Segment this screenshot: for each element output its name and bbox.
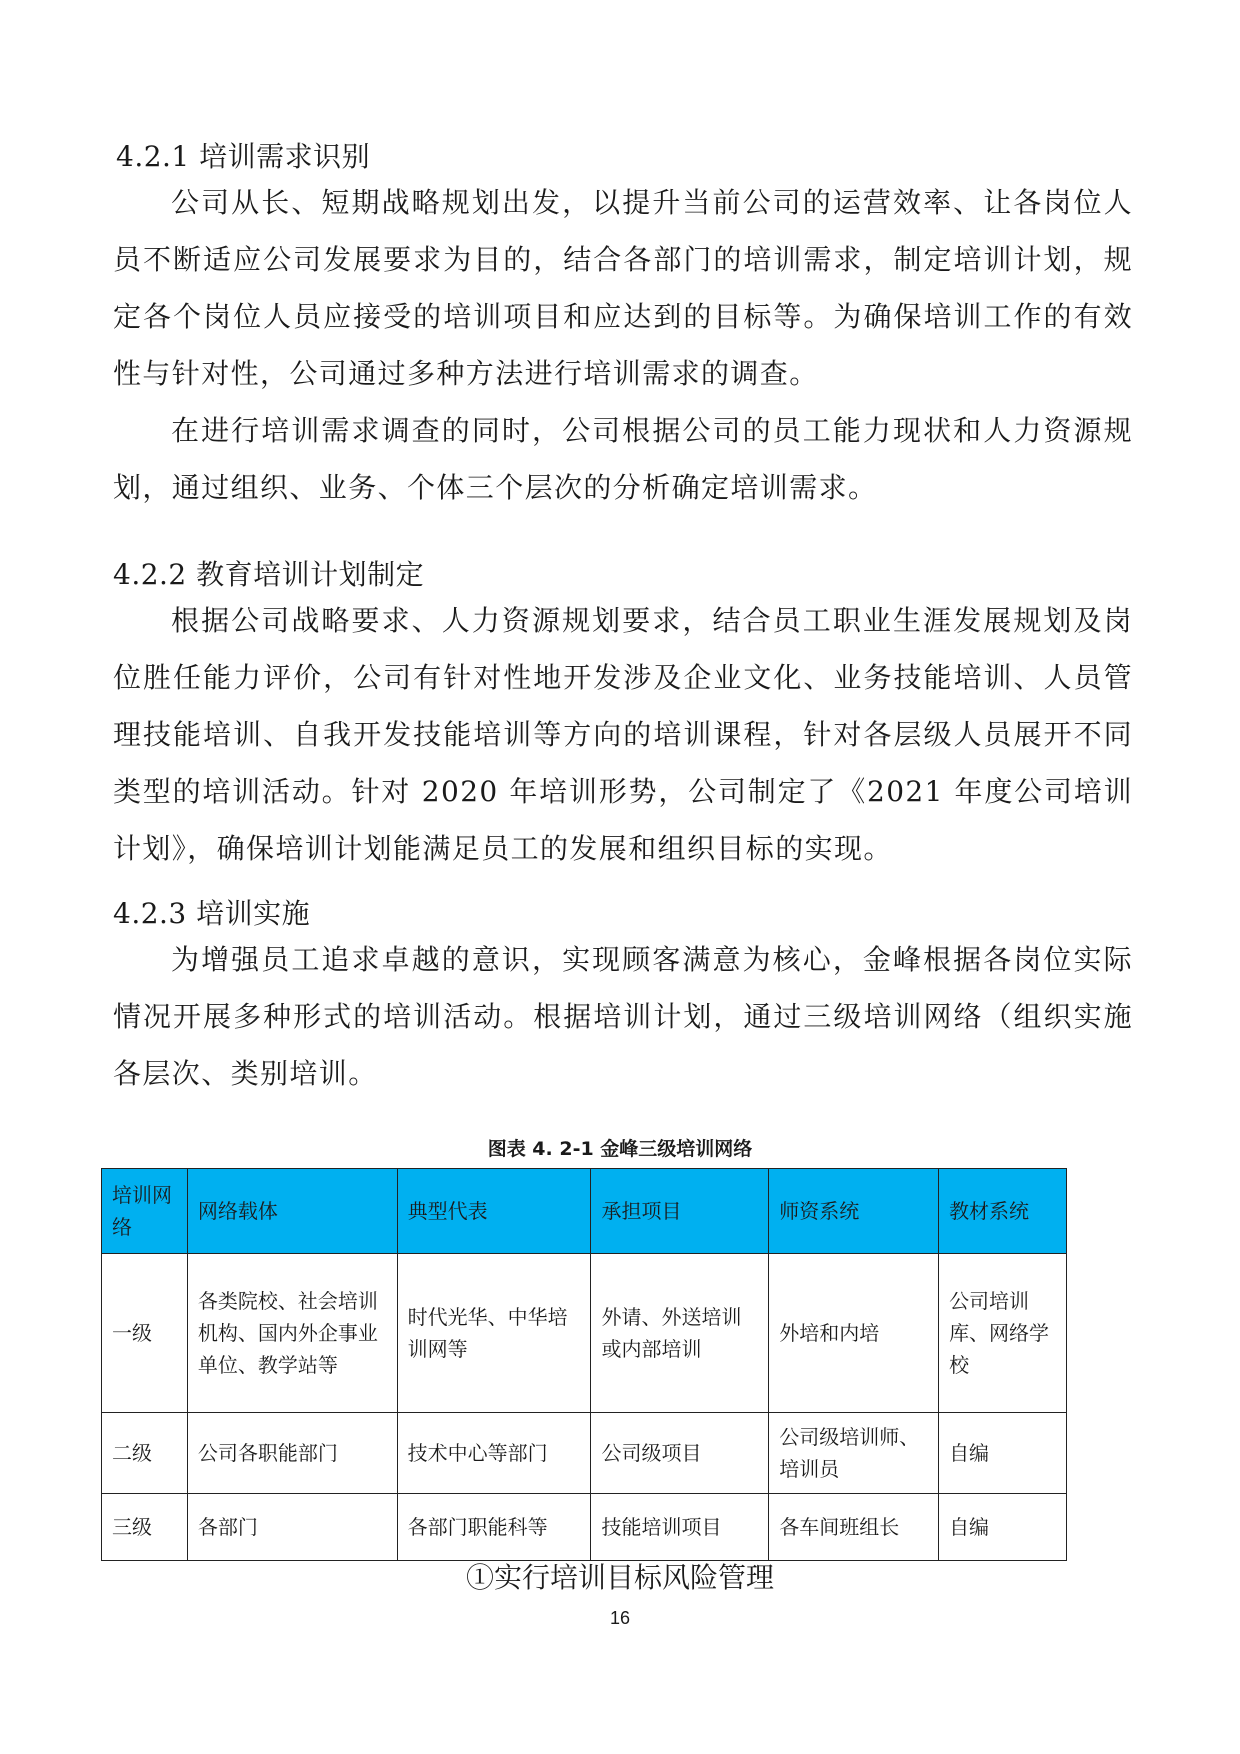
header-cell: 承担项目 — [591, 1169, 769, 1254]
table-caption: 图表 4. 2-1 金峰三级培训网络 — [487, 1138, 753, 1160]
risk-management-subheading: ①实行培训目标风险管理 — [465, 1561, 774, 1594]
table-cell: 公司培训库、网络学校 — [939, 1254, 1067, 1413]
table-row — [102, 1413, 1067, 1494]
table-cell: 自编 — [939, 1494, 1067, 1561]
table-cell: 各部门职能科等 — [397, 1494, 591, 1561]
paragraph: 为增强员工追求卓越的意识，实现顾客满意为核心，金峰根据各岗位实际情况开展多种形式的培训活动。根据培训计划，通过三级培训网络（组织实施各层次、类别培训。 — [113, 943, 1133, 1090]
paragraph: 根据公司战略要求、人力资源规划要求，结合员工职业生涯发展规划及岗位胜任能力评价，公司有针对性地开发涉及企业文化、业务技能培训、人员管理技能培训、自我开发技能培训等方向的培训课程，针对各层级人员展开不同类型的培训活动。针对 2020 年培训形势，公司制定了《2021 年度公司培训计划》，确保培训计划能满足员工的发展和组织目标的实现。 — [113, 604, 1133, 865]
section-heading-4-2-2: 4.2.2 教育培训计划制定 — [113, 558, 425, 591]
header-cell: 培训网络 — [102, 1169, 188, 1254]
table-cell: 各部门 — [187, 1494, 397, 1561]
table-row — [102, 1494, 1067, 1561]
table-cell: 公司级项目 — [591, 1413, 769, 1494]
table-cell: 技术中心等部门 — [397, 1413, 591, 1494]
table-cell: 自编 — [939, 1413, 1067, 1494]
table-cell: 二级 — [102, 1413, 188, 1494]
page-number: 16 — [609, 1608, 631, 1628]
table-cell: 技能培训项目 — [591, 1494, 769, 1561]
header-cell: 网络载体 — [187, 1169, 397, 1254]
table-row — [102, 1254, 1067, 1413]
header-cell: 师资系统 — [769, 1169, 939, 1254]
table-cell: 各类院校、社会培训机构、国内外企事业单位、教学站等 — [187, 1254, 397, 1413]
section-heading-4-2-1: 4.2.1 培训需求识别 — [116, 140, 371, 173]
paragraph: 在进行培训需求调查的同时，公司根据公司的员工能力现状和人力资源规划，通过组织、业务、个体三个层次的分析确定培训需求。 — [113, 414, 1133, 504]
training-network-table — [101, 1168, 1067, 1561]
table-header-row — [102, 1169, 1067, 1254]
table-cell: 各车间班组长 — [769, 1494, 939, 1561]
table-cell: 一级 — [102, 1254, 188, 1413]
table-cell: 外培和内培 — [769, 1254, 939, 1413]
table-cell: 三级 — [102, 1494, 188, 1561]
paragraph: 公司从长、短期战略规划出发，以提升当前公司的运营效率、让各岗位人员不断适应公司发展要求为目的，结合各部门的培训需求，制定培训计划，规定各个岗位人员应接受的培训项目和应达到的目标等。为确保培训工作的有效性与针对性，公司通过多种方法进行培训需求的调查。 — [113, 186, 1133, 390]
header-cell: 典型代表 — [397, 1169, 591, 1254]
header-cell: 教材系统 — [939, 1169, 1067, 1254]
table-cell: 外请、外送培训或内部培训 — [591, 1254, 769, 1413]
table-cell: 公司级培训师、培训员 — [769, 1413, 939, 1494]
table-cell: 公司各职能部门 — [187, 1413, 397, 1494]
table-cell: 时代光华、中华培训网等 — [397, 1254, 591, 1413]
section-heading-4-2-3: 4.2.3 培训实施 — [113, 897, 311, 930]
